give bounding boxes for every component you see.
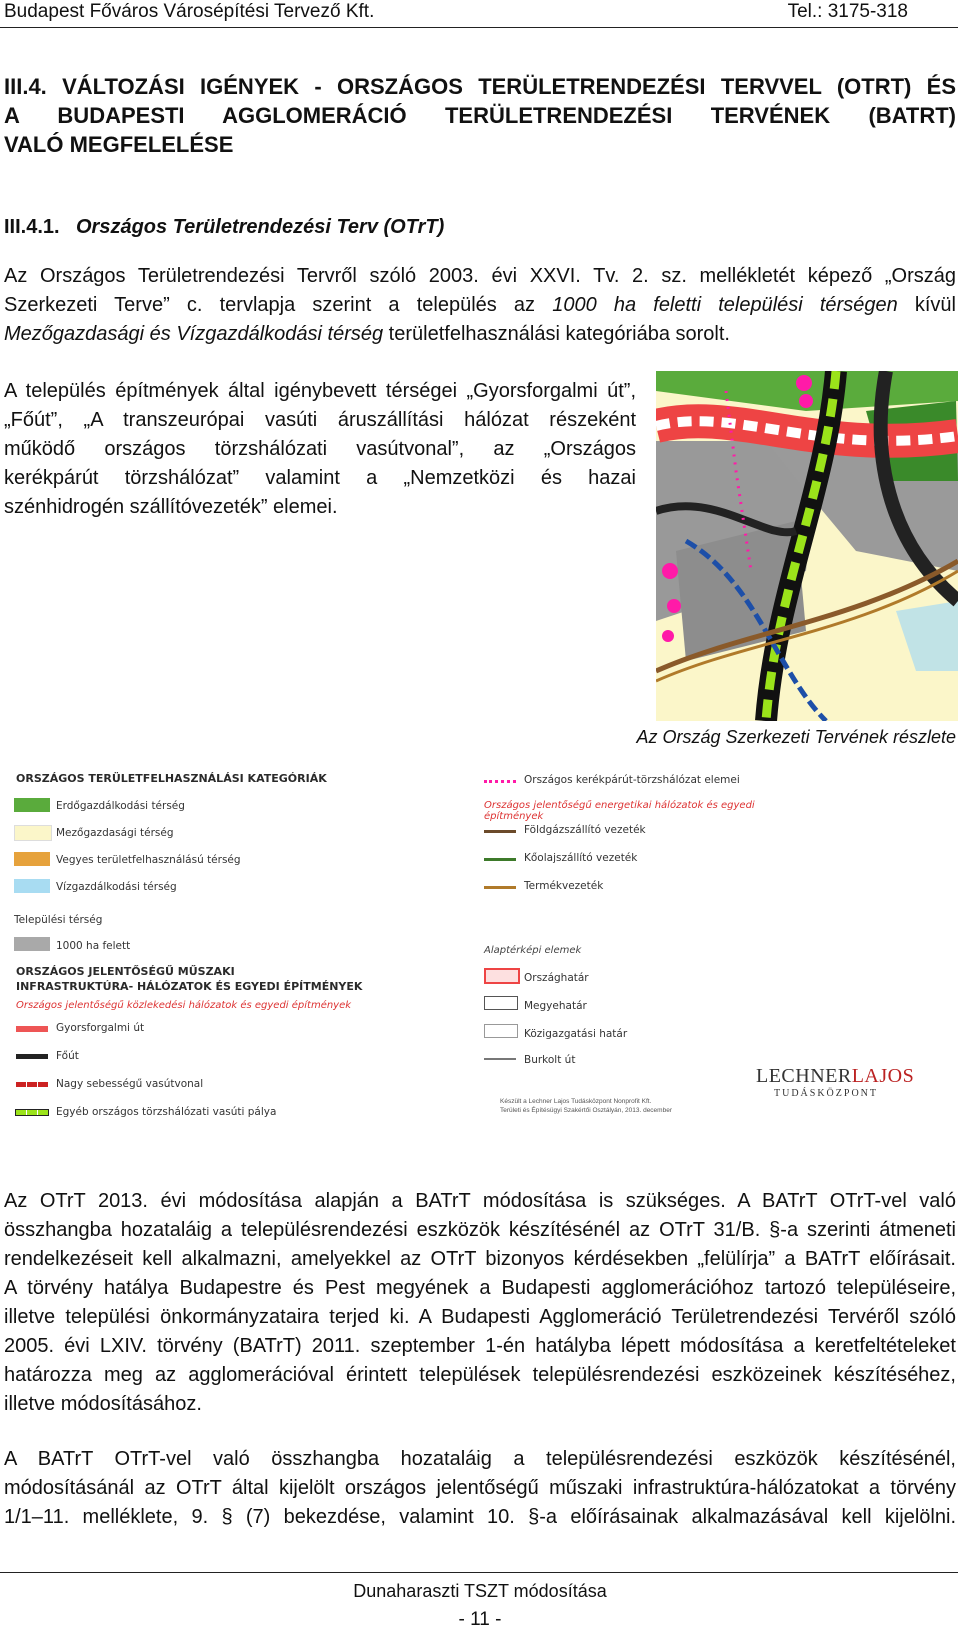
p3-line-7: határozza meg az agglomerációval érintett települések településrendezési eszközeinek készítéséhez, bbox=[4, 1364, 956, 1386]
p1-line-2 bbox=[4, 291, 956, 320]
map-drawing bbox=[656, 371, 958, 721]
paragraph-infrastructure-designation bbox=[4, 1445, 956, 1532]
legend-line-gas bbox=[484, 830, 516, 833]
footer-document-title: Dunaharaszti TSZT módosítása bbox=[353, 1581, 607, 1601]
lechner-logo bbox=[756, 1065, 936, 1099]
legend-item-settlement: 1000 ha felett bbox=[56, 940, 131, 952]
paragraph-batrt-modification bbox=[4, 1187, 956, 1419]
legend-infra-title-2: INFRASTRUKTÚRA- HÁLÓZATOK ÉS EGYEDI ÉPÍTMÉNYEK bbox=[16, 980, 363, 993]
p3-line-1: Az OTrT 2013. évi módosítása alapján a BATrT módosítása is szükséges. A BATrT OTrT-vel való bbox=[4, 1190, 956, 1212]
header-phone: Tel.: 3175-318 bbox=[787, 1, 908, 22]
logo-word-1: LECHNER bbox=[756, 1065, 852, 1087]
page-number: - 11 - bbox=[458, 1609, 502, 1630]
heading-line-2: A BUDAPESTI AGGLOMERÁCIÓ TERÜLETRENDEZÉSI TERVÉNEK (BATRT) bbox=[4, 103, 956, 128]
legend-credit-line-1: Készült a Lechner Lajos Tudásközpont Nonprofit Kft. bbox=[500, 1098, 652, 1105]
p2-line-4: kerékpárút törzshálózat” valamint a „Nemzetközi és hazai bbox=[4, 467, 636, 489]
p1-line-1: Az Országos Területrendezési Tervről szóló 2003. évi XXVI. Tv. 2. sz. mellékletét képező „Ország bbox=[4, 265, 956, 287]
legend-category-title: ORSZÁGOS TERÜLETFELHASZNÁLÁSI KATEGÓRIÁK bbox=[16, 772, 327, 785]
legend-item-paved-road: Burkolt út bbox=[524, 1054, 576, 1066]
legend-swatch-country-border bbox=[484, 968, 520, 984]
p4-line-3: 1/1–11. melléklete, 9. § (7) bekezdése, valamint 10. §-a előírásainak alkalmazásával kell kijelölni. bbox=[4, 1506, 956, 1528]
legend-line-product bbox=[484, 886, 516, 889]
header-rule bbox=[0, 27, 958, 28]
legend-swatch-water bbox=[14, 879, 50, 893]
legend-item-forest: Erdőgazdálkodási térség bbox=[56, 800, 185, 812]
logo-word-2: LAJOS bbox=[851, 1065, 915, 1087]
legend-item-admin-border: Közigazgatási határ bbox=[524, 1028, 628, 1040]
p1-line-3-emphasis: Mezőgazdasági és Vízgazdálkodási térség bbox=[4, 323, 384, 345]
legend-item-mixed: Vegyes területfelhasználású térség bbox=[56, 854, 241, 866]
legend-item-main-road: Főút bbox=[56, 1050, 79, 1062]
legend-item-oil: Kőolajszállító vezeték bbox=[524, 852, 638, 864]
p4-line-2: módosításánál az OTrT által kijelölt országos jelentőségű műszaki infrastruktúra-hálózatokat a törvény bbox=[4, 1477, 956, 1499]
page-header bbox=[0, 0, 960, 26]
legend-credit-line-2: Területi és Építésügyi Szakértői Osztályán, 2013. december bbox=[500, 1107, 672, 1114]
legend-credit bbox=[500, 1097, 740, 1115]
legend-item-water: Vízgazdálkodási térség bbox=[56, 881, 177, 893]
footer-rule bbox=[0, 1572, 958, 1573]
p2-line-5: szénhidrogén szállítóvezeték” elemei. bbox=[4, 496, 338, 518]
legend-line-bike bbox=[484, 780, 516, 783]
legend-item-other-rail: Egyéb országos törzshálózati vasúti pálya bbox=[56, 1106, 277, 1118]
legend-swatch-settlement bbox=[14, 937, 50, 951]
section-heading bbox=[4, 72, 956, 159]
legend-swatch-admin-border bbox=[484, 1024, 518, 1038]
p2-line-3: működő országos törzshálózati vasútvonal”, az „Országos bbox=[4, 438, 636, 460]
p3-line-6: 2005. évi LXIV. törvény (BATrT) 2011. szeptember 1-én hatályba lépett módosítása a keretfeltételeket bbox=[4, 1335, 956, 1357]
p3-line-4: A törvény hatálya Budapestre és Pest megyének a Budapesti agglomerációhoz tartozó településeire, bbox=[4, 1277, 956, 1299]
p3-line-5: illetve települési önkormányzataira terjed ki. A Budapesti Agglomeráció Területrendezési Tervéről szóló bbox=[4, 1306, 956, 1328]
legend-energy-subtitle: Országos jelentőségű energetikai hálózatok és egyedi építmények bbox=[484, 800, 755, 822]
legend-item-product: Termékvezeték bbox=[524, 880, 604, 892]
legend-line-other-rail bbox=[16, 1110, 48, 1115]
logo-subtitle: TUDÁSKÖZPONT bbox=[774, 1088, 878, 1099]
p1-line-3 bbox=[4, 323, 730, 345]
legend-line-highspeed-rail bbox=[16, 1082, 48, 1087]
legend-swatch-forest bbox=[14, 798, 50, 812]
legend-infra-title-1: ORSZÁGOS JELENTŐSÉGŰ MŰSZAKI bbox=[16, 965, 235, 978]
paragraph-otrt-intro bbox=[4, 262, 956, 349]
legend-base-subtitle: Alaptérképi elemek bbox=[484, 945, 582, 956]
logo-wordmark bbox=[756, 1065, 936, 1088]
p1-line-2-end: kívül bbox=[897, 294, 956, 316]
legend-settlement-title: Települési térség bbox=[14, 914, 103, 926]
structure-plan-map bbox=[656, 371, 958, 721]
p3-line-2: összhangba hozataláig a településrendezési eszközök készítésénél az OTrT 31/B. §-a szerinti átmeneti bbox=[4, 1219, 956, 1241]
p1-line-3-text: területfelhasználási kategóriába sorolt. bbox=[383, 323, 730, 345]
legend-swatch-agriculture bbox=[14, 825, 52, 841]
heading-line-3: VALÓ MEGFELELÉSE bbox=[4, 132, 234, 157]
map-legend bbox=[14, 770, 804, 1137]
legend-item-highspeed-rail: Nagy sebességű vasútvonal bbox=[56, 1078, 204, 1090]
map-caption: Az Ország Szerkezeti Tervének részlete bbox=[636, 727, 956, 747]
p1-line-2-text: Szerkezeti Terve” c. tervlapja szerint a település az bbox=[4, 294, 553, 316]
legend-item-bike: Országos kerékpárút-törzshálózat elemei bbox=[524, 774, 740, 786]
legend-line-main-road bbox=[16, 1054, 48, 1059]
legend-line-paved-road bbox=[484, 1058, 516, 1060]
legend-item-gas: Földgázszállító vezeték bbox=[524, 824, 646, 836]
heading-line-1: III.4. VÁLTOZÁSI IGÉNYEK - ORSZÁGOS TERÜLETRENDEZÉSI TERVVEL (OTRT) ÉS bbox=[4, 74, 956, 99]
subsection-heading bbox=[4, 216, 444, 239]
legend-item-county-border: Megyehatár bbox=[524, 1000, 587, 1012]
legend-swatch-county-border bbox=[484, 996, 518, 1010]
p3-line-8: illetve módosításához. bbox=[4, 1393, 202, 1415]
legend-item-country-border: Országhatár bbox=[524, 972, 589, 984]
legend-item-expressway: Gyorsforgalmi út bbox=[56, 1022, 145, 1034]
p2-line-1: A település építmények által igénybevett térségei „Gyorsforgalmi út”, bbox=[4, 380, 636, 402]
legend-item-agriculture: Mezőgazdasági térség bbox=[56, 827, 174, 839]
p3-line-3: rendelkezéseit kell alkalmazni, amelyekkel az OTrT bizonyos kérdésekben „felülírja” a BATrT előírásait. bbox=[4, 1248, 956, 1270]
legend-infra-subtitle: Országos jelentőségű közlekedési hálózatok és egyedi építmények bbox=[16, 1000, 352, 1011]
p4-line-1: A BATrT OTrT-vel való összhangba hozataláig a településrendezési eszközök készítésénél, bbox=[4, 1448, 956, 1470]
header-company: Budapest Főváros Városépítési Tervező Kft. bbox=[4, 1, 375, 22]
legend-line-expressway bbox=[16, 1026, 48, 1032]
p2-line-2: „Főút”, „A transzeurópai vasúti áruszállítási hálózat részeként bbox=[4, 409, 636, 431]
legend-line-oil bbox=[484, 858, 516, 861]
subsection-number: III.4.1. bbox=[4, 216, 60, 238]
p1-line-2-emphasis: 1000 ha feletti települési térségen bbox=[552, 294, 898, 316]
paragraph-infrastructure bbox=[4, 377, 636, 522]
subsection-title: Országos Területrendezési Terv (OTrT) bbox=[76, 216, 445, 238]
legend-swatch-mixed bbox=[14, 852, 50, 866]
